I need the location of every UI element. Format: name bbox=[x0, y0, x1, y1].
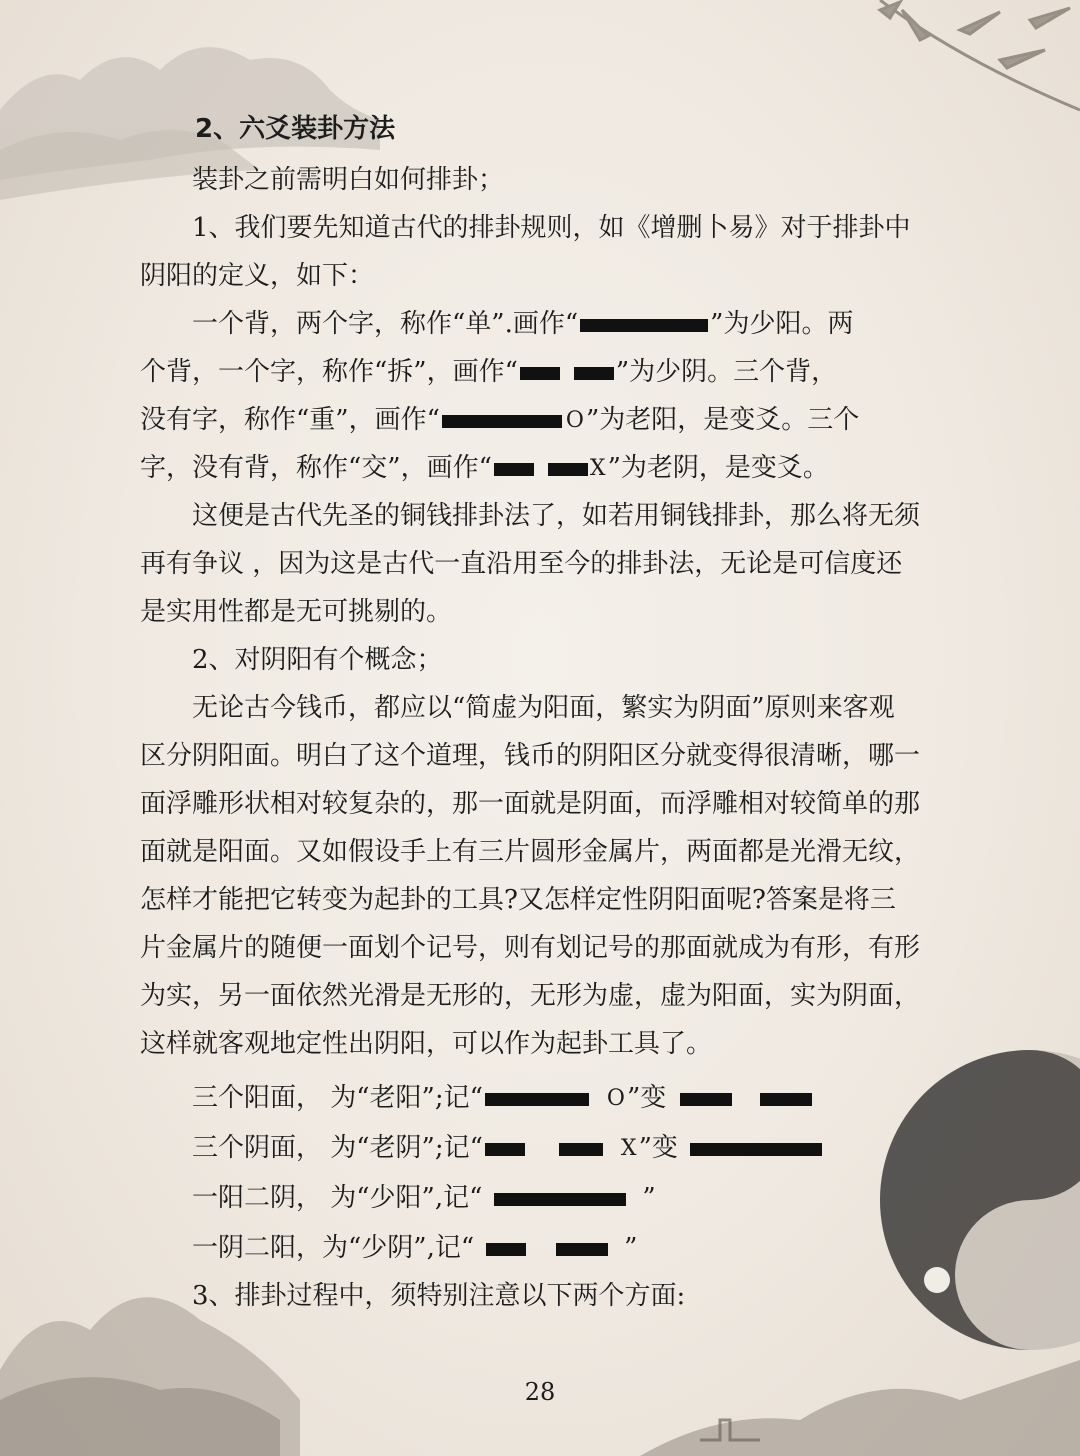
summary-young-yin bbox=[192, 1231, 992, 1265]
old-yang-mark: O bbox=[565, 408, 584, 433]
yang-line-symbol bbox=[580, 319, 708, 332]
rule-1-line-2: 阴阳的定义，如下： bbox=[140, 261, 375, 291]
section-heading: 2、六爻装卦方法 bbox=[195, 114, 396, 144]
rule-2-line: 区分阴阳面。明白了这个道理，钱币的阴阳区分就变得很清晰，哪一 bbox=[140, 741, 921, 771]
rule-2-line: 面浮雕形状相对较复杂的，那一面就是阴面，而浮雕相对较简单的那 bbox=[140, 789, 921, 819]
intro-paragraph: 装卦之前需明白如何排卦； bbox=[192, 165, 505, 195]
bamboo-leaves bbox=[880, 0, 1080, 110]
rule-2-title: 2、对阴阳有个概念； bbox=[192, 645, 443, 675]
rule-1-line-6-start: 字，没有背，称作“交”，画作“ bbox=[140, 453, 492, 483]
rule-1-line-4 bbox=[140, 355, 940, 389]
rule-1-line-5-start: 没有字，称作“重”，画作“ bbox=[140, 405, 440, 435]
page-number: 28 bbox=[524, 1378, 556, 1406]
yin-line-symbol bbox=[486, 1243, 608, 1256]
rule-3-title: 3、排卦过程中，须特别注意以下两个方面: bbox=[192, 1281, 686, 1311]
yang-line-symbol bbox=[690, 1143, 822, 1156]
old-yang-mark: O bbox=[606, 1086, 625, 1111]
rule-2-line: 片金属片的随便一面划个记号，则有划记号的那面就成为有形，有形 bbox=[140, 933, 921, 963]
rule-1-line-5 bbox=[140, 403, 940, 437]
rule-1-line-6-end: ”为老阴，是变爻。 bbox=[607, 453, 829, 483]
rule-2-line: 为实，另一面依然光滑是无形的，无形为虚，虚为阳面，实为阴面， bbox=[140, 981, 921, 1011]
old-yin-symbol bbox=[494, 452, 606, 486]
rule-1-line-3 bbox=[192, 307, 992, 341]
summary-old-yin bbox=[192, 1131, 992, 1165]
summary-old-yang-label: 三个阳面， 为“老阳”;记“ bbox=[192, 1083, 483, 1113]
summary-young-yang-close: ” bbox=[642, 1183, 656, 1213]
summary-young-yang bbox=[192, 1181, 992, 1215]
yang-line-symbol bbox=[494, 1193, 626, 1206]
rule-1-line-4-start: 个背，一个字，称作“拆”，画作“ bbox=[140, 357, 518, 387]
rule-1-line-1: 1、我们要先知道古代的排卦规则，如《增删卜易》对于排卦中 bbox=[192, 213, 911, 243]
rule-2-line: 面就是阳面。又如假设手上有三片圆形金属片，两面都是光滑无纹， bbox=[140, 837, 921, 867]
rule-1-line-4-end: ”为少阴。三个背， bbox=[615, 357, 838, 387]
rule-1-line-6 bbox=[140, 451, 940, 485]
coin-method-line-1: 这便是古代先圣的铜钱排卦法了，如若用铜钱排卦，那么将无须 bbox=[192, 501, 921, 531]
coin-method-line-3: 是实用性都是无可挑剔的。 bbox=[140, 597, 453, 627]
rule-2-line: 怎样才能把它转变为起卦的工具?又怎样定性阴阳面呢?答案是将三 bbox=[140, 885, 896, 915]
rule-1-line-5-end: ”为老阳，是变爻。三个 bbox=[585, 405, 860, 435]
rule-1-line-3-end: ”为少阳。两 bbox=[710, 309, 854, 339]
summary-young-yang-label: 一阳二阴， 为“少阳”,记“ bbox=[192, 1183, 483, 1213]
old-yin-symbol bbox=[485, 1132, 637, 1166]
summary-old-yin-change: ”变 bbox=[638, 1133, 678, 1163]
old-yang-symbol bbox=[485, 1082, 625, 1116]
rule-1-line-3-start: 一个背，两个字，称作“单”.画作“ bbox=[192, 309, 579, 339]
summary-young-yin-close: ” bbox=[624, 1233, 638, 1263]
old-yin-mark: X bbox=[620, 1136, 637, 1161]
summary-old-yang bbox=[192, 1081, 992, 1115]
old-yang-symbol bbox=[442, 404, 584, 438]
yin-line-symbol bbox=[520, 367, 614, 380]
rule-2-line: 这样就客观地定性出阴阳，可以作为起卦工具了。 bbox=[140, 1029, 713, 1059]
summary-old-yin-label: 三个阴面， 为“老阴”;记“ bbox=[192, 1133, 483, 1163]
coin-method-line-2: 再有争议 ，因为这是古代一直沿用至今的排卦法，无论是可信度还 bbox=[140, 549, 903, 579]
bottom-mountains bbox=[0, 1297, 1080, 1456]
rule-2-line: 无论古今钱币，都应以“简虚为阳面，繁实为阴面”原则来客观 bbox=[192, 693, 895, 723]
summary-young-yin-label: 一阴二阳，为“少阴”,记“ bbox=[192, 1233, 475, 1263]
yin-line-symbol bbox=[680, 1093, 812, 1106]
old-yin-mark: X bbox=[589, 456, 606, 481]
summary-old-yang-change: ”变 bbox=[626, 1083, 667, 1113]
